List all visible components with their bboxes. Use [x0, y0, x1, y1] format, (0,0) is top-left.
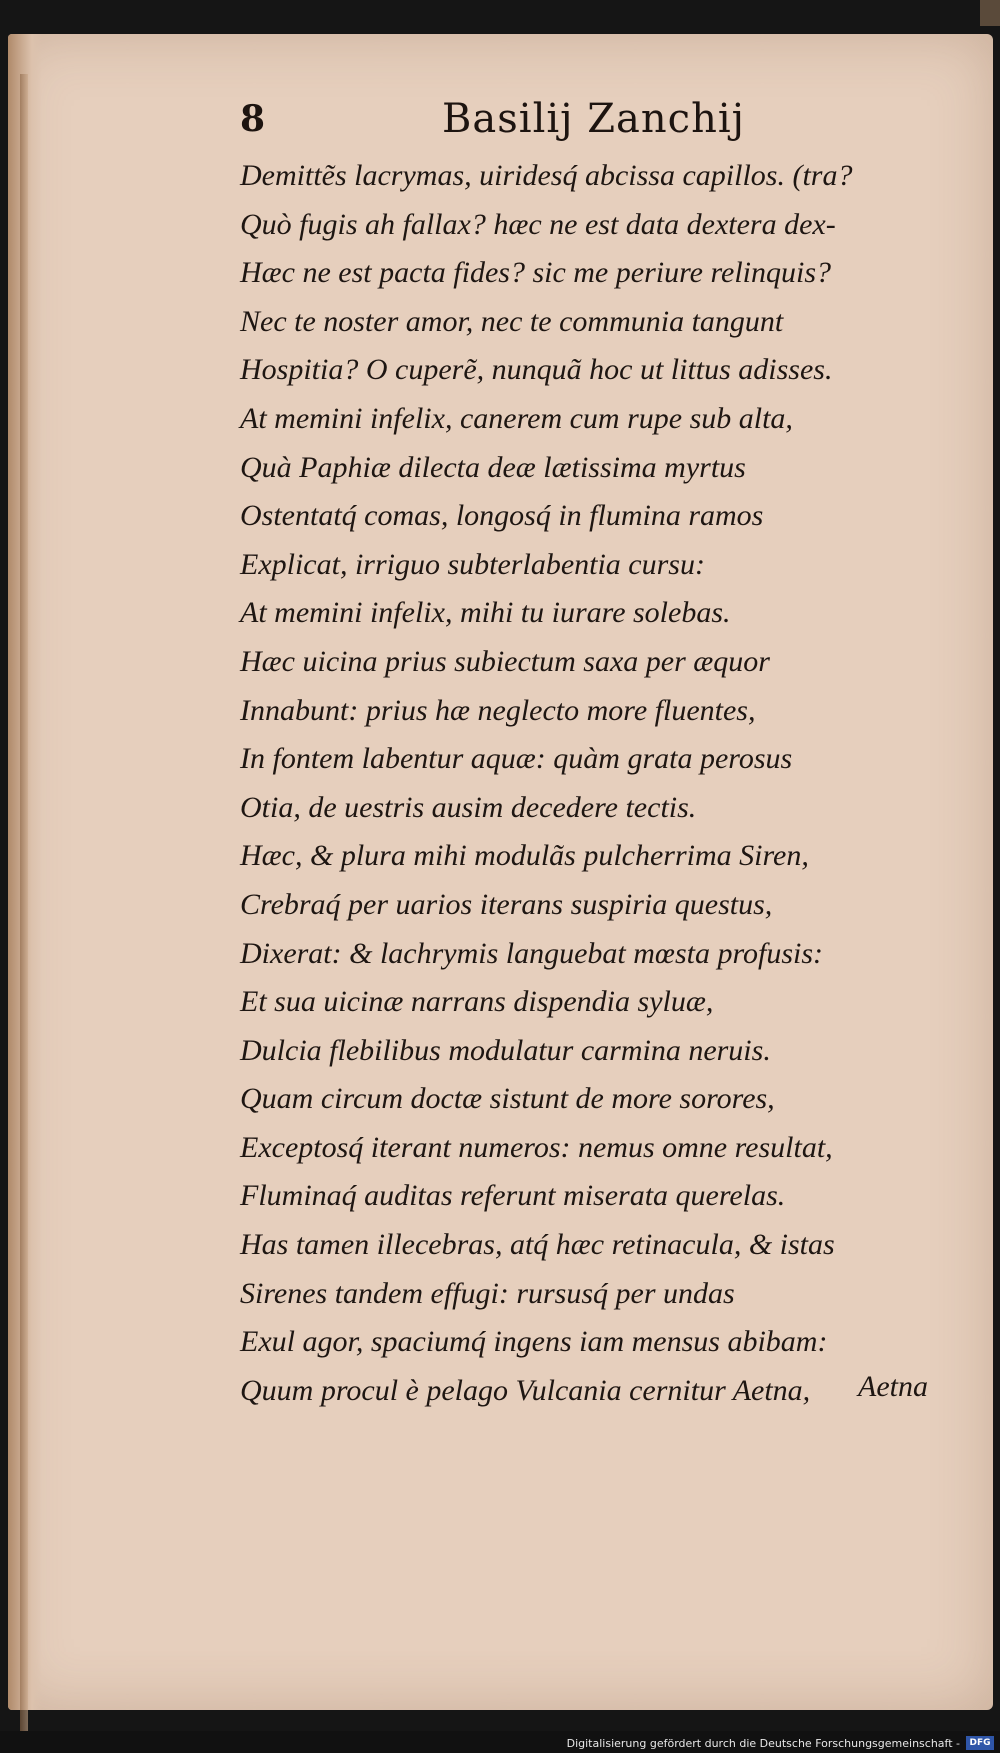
- verse-line: Sirenes tandem effugi: rursusq́ per undas: [240, 1276, 735, 1310]
- verse-line: Quum procul è pelago Vulcania cernitur Aetna,: [240, 1373, 811, 1407]
- verse-line: In fontem labentur aquæ: quàm grata perosus: [240, 742, 793, 776]
- page-header: [240, 96, 800, 146]
- verse-line: Otia, de uestris ausim decedere tectis.: [240, 790, 697, 824]
- verse-line: Quà Paphiæ dilecta deæ lætissima myrtus: [240, 450, 746, 484]
- page-number: 8: [240, 98, 266, 140]
- verse-line: Quam circum doctæ sistunt de more sorores,: [240, 1082, 775, 1116]
- verse-line: Has tamen illecebras, atq́ hæc retinacula, & istas: [240, 1228, 835, 1262]
- verse-line: Exceptosq́ iterant numeros: nemus omne resultat,: [240, 1130, 833, 1164]
- verse-line: Nec te noster amor, nec te communia tangunt: [240, 304, 784, 338]
- verse-line: Hæc, & plura mihi modulãs pulcherrima Siren,: [240, 839, 809, 873]
- verse-line: Innabunt: prius hæ neglecto more fluentes,: [240, 693, 756, 727]
- verse-line: Hæc ne est pacta fides? sic me periure relinquis?: [240, 256, 832, 290]
- verse-line: At memini infelix, canerem cum rupe sub alta,: [240, 401, 793, 435]
- catchword: Aetna: [858, 1370, 928, 1403]
- verse-line: Demittẽs lacrymas, uiridesq́ abcissa capillos. (tra?: [240, 159, 853, 192]
- verse-line: Crebraq́ per uarios iterans suspiria questus,: [240, 887, 773, 921]
- spine-shadow: [20, 74, 28, 1734]
- verse-body: [240, 152, 930, 1415]
- verse-line: At memini infelix, mihi tu iurare solebas.: [240, 596, 731, 630]
- funding-credit: Digitalisierung gefördert durch die Deutsche Forschungsgemeinschaft -: [566, 1737, 960, 1750]
- verse-line: Explicat, irriguo subterlabentia cursu:: [240, 547, 705, 581]
- verse-line: Hæc uicina prius subiectum saxa per æquor: [240, 644, 770, 678]
- verse-line: Dulcia flebilibus modulatur carmina neruis.: [240, 1033, 771, 1067]
- verse-line: Fluminaq́ auditas referunt miserata querelas.: [240, 1179, 786, 1213]
- footer-bar: [0, 1731, 1000, 1753]
- verse-line: Quò fugis ah fallax? hæc ne est data dextera dex-: [240, 207, 836, 241]
- verse-line: Et sua uicinæ narrans dispendia syluæ,: [240, 985, 714, 1019]
- page-corner: [980, 0, 1000, 26]
- dfg-logo-icon: DFG: [966, 1736, 994, 1750]
- running-title: Basilij Zanchij: [442, 96, 746, 142]
- verse-line: Dixerat: & lachrymis languebat mœsta profusis:: [240, 936, 824, 970]
- verse-line: Ostentatq́ comas, longosq́ in flumina ramos: [240, 499, 764, 533]
- verse-line: Exul agor, spaciumq́ ingens iam mensus abibam:: [240, 1325, 828, 1359]
- verse-line: Hospitia? O cuperẽ, nunquã hoc ut littus adisses.: [240, 353, 833, 387]
